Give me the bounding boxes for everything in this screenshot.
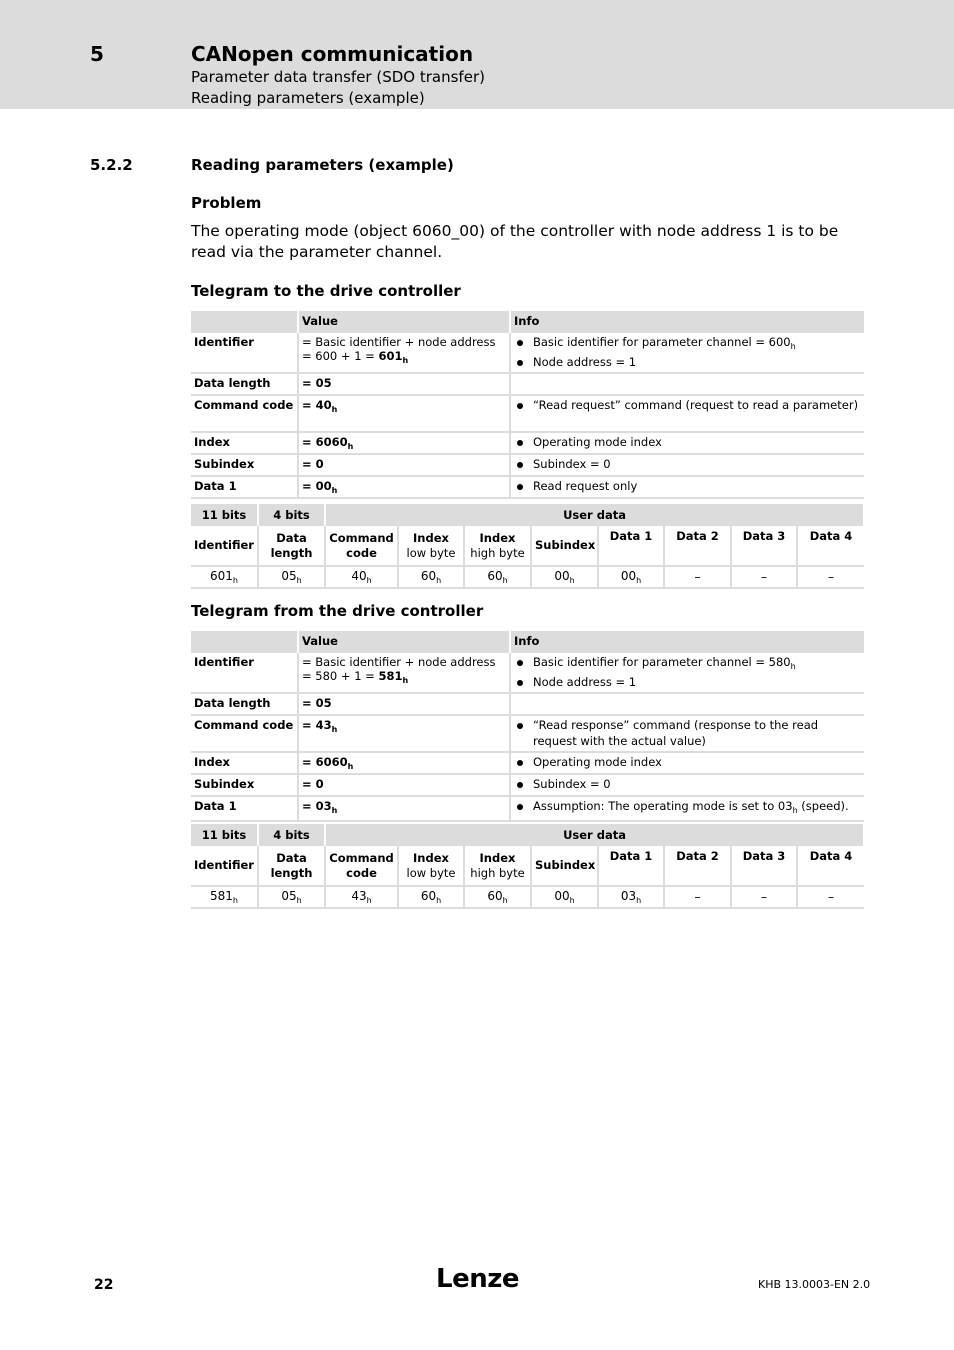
frame-value: $43_h$ bbox=[325, 886, 398, 908]
frame-value: – bbox=[797, 566, 864, 588]
row-name: Identifier bbox=[191, 333, 298, 373]
frame-header: Data length bbox=[258, 846, 325, 886]
telegram-from-frame-table bbox=[191, 824, 865, 909]
row-info: Read request only bbox=[510, 476, 864, 498]
row-info bbox=[510, 693, 864, 715]
row-name: Index bbox=[191, 432, 298, 454]
table-row bbox=[191, 476, 864, 498]
table-header-value: Value bbox=[298, 311, 510, 333]
chapter-number: 5 bbox=[90, 42, 104, 66]
telegram-from-heading: Telegram from the drive controller bbox=[191, 602, 484, 620]
row-value: = $03_h$ bbox=[298, 796, 510, 822]
row-value: = 0 bbox=[298, 454, 510, 476]
document-id: KHB 13.0003-EN 2.0 bbox=[758, 1278, 871, 1291]
frame-header: Data 2 bbox=[664, 846, 731, 886]
row-info: Subindex = 0 bbox=[510, 454, 864, 476]
frame-value: $05_h$ bbox=[258, 886, 325, 908]
page-number: 22 bbox=[94, 1277, 114, 1293]
table-row bbox=[191, 752, 864, 774]
table-row bbox=[191, 653, 864, 693]
row-name: Identifier bbox=[191, 653, 298, 693]
frame-top-label: 11 bits bbox=[191, 824, 258, 846]
frame-header: Command code bbox=[325, 846, 398, 886]
chapter-title: CANopen communication bbox=[191, 42, 474, 66]
frame-header: Data 4 bbox=[797, 526, 864, 566]
table-row bbox=[191, 432, 864, 454]
table-row bbox=[191, 333, 864, 373]
row-name: Data 1 bbox=[191, 476, 298, 498]
frame-value: $60_h$ bbox=[464, 886, 531, 908]
table-header-info: Info bbox=[510, 311, 864, 333]
telegram-from-info-table bbox=[191, 631, 864, 822]
frame-value: $00_h$ bbox=[598, 566, 664, 588]
row-name: Command code bbox=[191, 395, 298, 432]
table-row bbox=[191, 774, 864, 796]
frame-top-label: 4 bits bbox=[258, 824, 325, 846]
frame-header: Index low byte bbox=[398, 846, 464, 886]
chapter-subtitle-1: Parameter data transfer (SDO transfer) bbox=[191, 68, 485, 86]
frame-header: Data 1 bbox=[598, 846, 664, 886]
row-name: Subindex bbox=[191, 774, 298, 796]
frame-value: $05_h$ bbox=[258, 566, 325, 588]
frame-header: Index low byte bbox=[398, 526, 464, 566]
table-row bbox=[191, 373, 864, 395]
frame-value: $40_h$ bbox=[325, 566, 398, 588]
frame-header: Identifier bbox=[191, 846, 258, 886]
frame-header: Index high byte bbox=[464, 846, 531, 886]
table-row bbox=[191, 454, 864, 476]
table-header-value: Value bbox=[298, 631, 510, 653]
row-value: = $6060_h$ bbox=[298, 432, 510, 454]
frame-header: Identifier bbox=[191, 526, 258, 566]
frame-value: – bbox=[797, 886, 864, 908]
frame-header: Subindex bbox=[531, 846, 598, 886]
telegram-to-info-table bbox=[191, 311, 864, 499]
telegram-to-heading: Telegram to the drive controller bbox=[191, 282, 461, 300]
row-info: Basic identifier for parameter channel = $600_h$ Node address = 1 bbox=[510, 333, 864, 373]
frame-header: Data 3 bbox=[731, 846, 797, 886]
row-value: = 05 bbox=[298, 693, 510, 715]
row-value: = $6060_h$ bbox=[298, 752, 510, 774]
row-info: “Read response” command (response to the read request with the actual value) bbox=[510, 715, 864, 752]
section-title: Reading parameters (example) bbox=[191, 156, 454, 174]
lenze-logo: Lenze bbox=[436, 1264, 519, 1294]
row-value: = 05 bbox=[298, 373, 510, 395]
frame-header: Data 3 bbox=[731, 526, 797, 566]
table-row bbox=[191, 715, 864, 752]
frame-header: Data 1 bbox=[598, 526, 664, 566]
problem-text: The operating mode (object 6060_00) of the controller with node address 1 is to be read via the parameter channel. bbox=[191, 222, 839, 261]
row-info: Operating mode index bbox=[510, 752, 864, 774]
row-name: Index bbox=[191, 752, 298, 774]
frame-value: – bbox=[664, 886, 731, 908]
frame-value: $60_h$ bbox=[398, 566, 464, 588]
frame-header: Data 4 bbox=[797, 846, 864, 886]
frame-top-label: 11 bits bbox=[191, 504, 258, 526]
row-name: Data length bbox=[191, 693, 298, 715]
row-value: = $40_h$ bbox=[298, 395, 510, 432]
chapter-subtitle-2: Reading parameters (example) bbox=[191, 89, 425, 107]
row-value: = $00_h$ bbox=[298, 476, 510, 498]
row-value: = Basic identifier + node address = $600 + 1 = 601_h$ bbox=[298, 333, 510, 373]
frame-header: Command code bbox=[325, 526, 398, 566]
row-name: Data 1 bbox=[191, 796, 298, 822]
frame-value: – bbox=[731, 886, 797, 908]
frame-value: $60_h$ bbox=[398, 886, 464, 908]
table-row bbox=[191, 395, 864, 432]
frame-value: – bbox=[731, 566, 797, 588]
problem-heading: Problem bbox=[191, 194, 262, 212]
frame-top-label: User data bbox=[325, 504, 864, 526]
frame-header: Index high byte bbox=[464, 526, 531, 566]
frame-value: $03_h$ bbox=[598, 886, 664, 908]
table-row bbox=[191, 693, 864, 715]
frame-header: Data length bbox=[258, 526, 325, 566]
frame-value: $601_h$ bbox=[191, 566, 258, 588]
frame-value: $00_h$ bbox=[531, 886, 598, 908]
table-header-info: Info bbox=[510, 631, 864, 653]
row-info: Operating mode index bbox=[510, 432, 864, 454]
frame-header: Data 2 bbox=[664, 526, 731, 566]
frame-value: $60_h$ bbox=[464, 566, 531, 588]
frame-header: Subindex bbox=[531, 526, 598, 566]
frame-value: – bbox=[664, 566, 731, 588]
section-number: 5.2.2 bbox=[90, 156, 133, 174]
table-header bbox=[191, 631, 298, 653]
row-name: Data length bbox=[191, 373, 298, 395]
row-value: = Basic identifier + node address = $580 + 1 = 581_h$ bbox=[298, 653, 510, 693]
frame-top-label: User data bbox=[325, 824, 864, 846]
frame-top-label: 4 bits bbox=[258, 504, 325, 526]
frame-value: $00_h$ bbox=[531, 566, 598, 588]
row-value: = $43_h$ bbox=[298, 715, 510, 752]
row-name: Subindex bbox=[191, 454, 298, 476]
table-row bbox=[191, 796, 864, 822]
row-info: “Read request” command (request to read a parameter) bbox=[510, 395, 864, 432]
row-info: Basic identifier for parameter channel = $580_h$ Node address = 1 bbox=[510, 653, 864, 693]
header-band bbox=[0, 0, 954, 109]
row-name: Command code bbox=[191, 715, 298, 752]
frame-value: $581_h$ bbox=[191, 886, 258, 908]
table-header bbox=[191, 311, 298, 333]
row-value: = 0 bbox=[298, 774, 510, 796]
telegram-to-frame-table bbox=[191, 504, 865, 589]
row-info: Assumption: The operating mode is set to $03_h$ (speed). bbox=[510, 796, 864, 822]
row-info bbox=[510, 373, 864, 395]
row-info: Subindex = 0 bbox=[510, 774, 864, 796]
